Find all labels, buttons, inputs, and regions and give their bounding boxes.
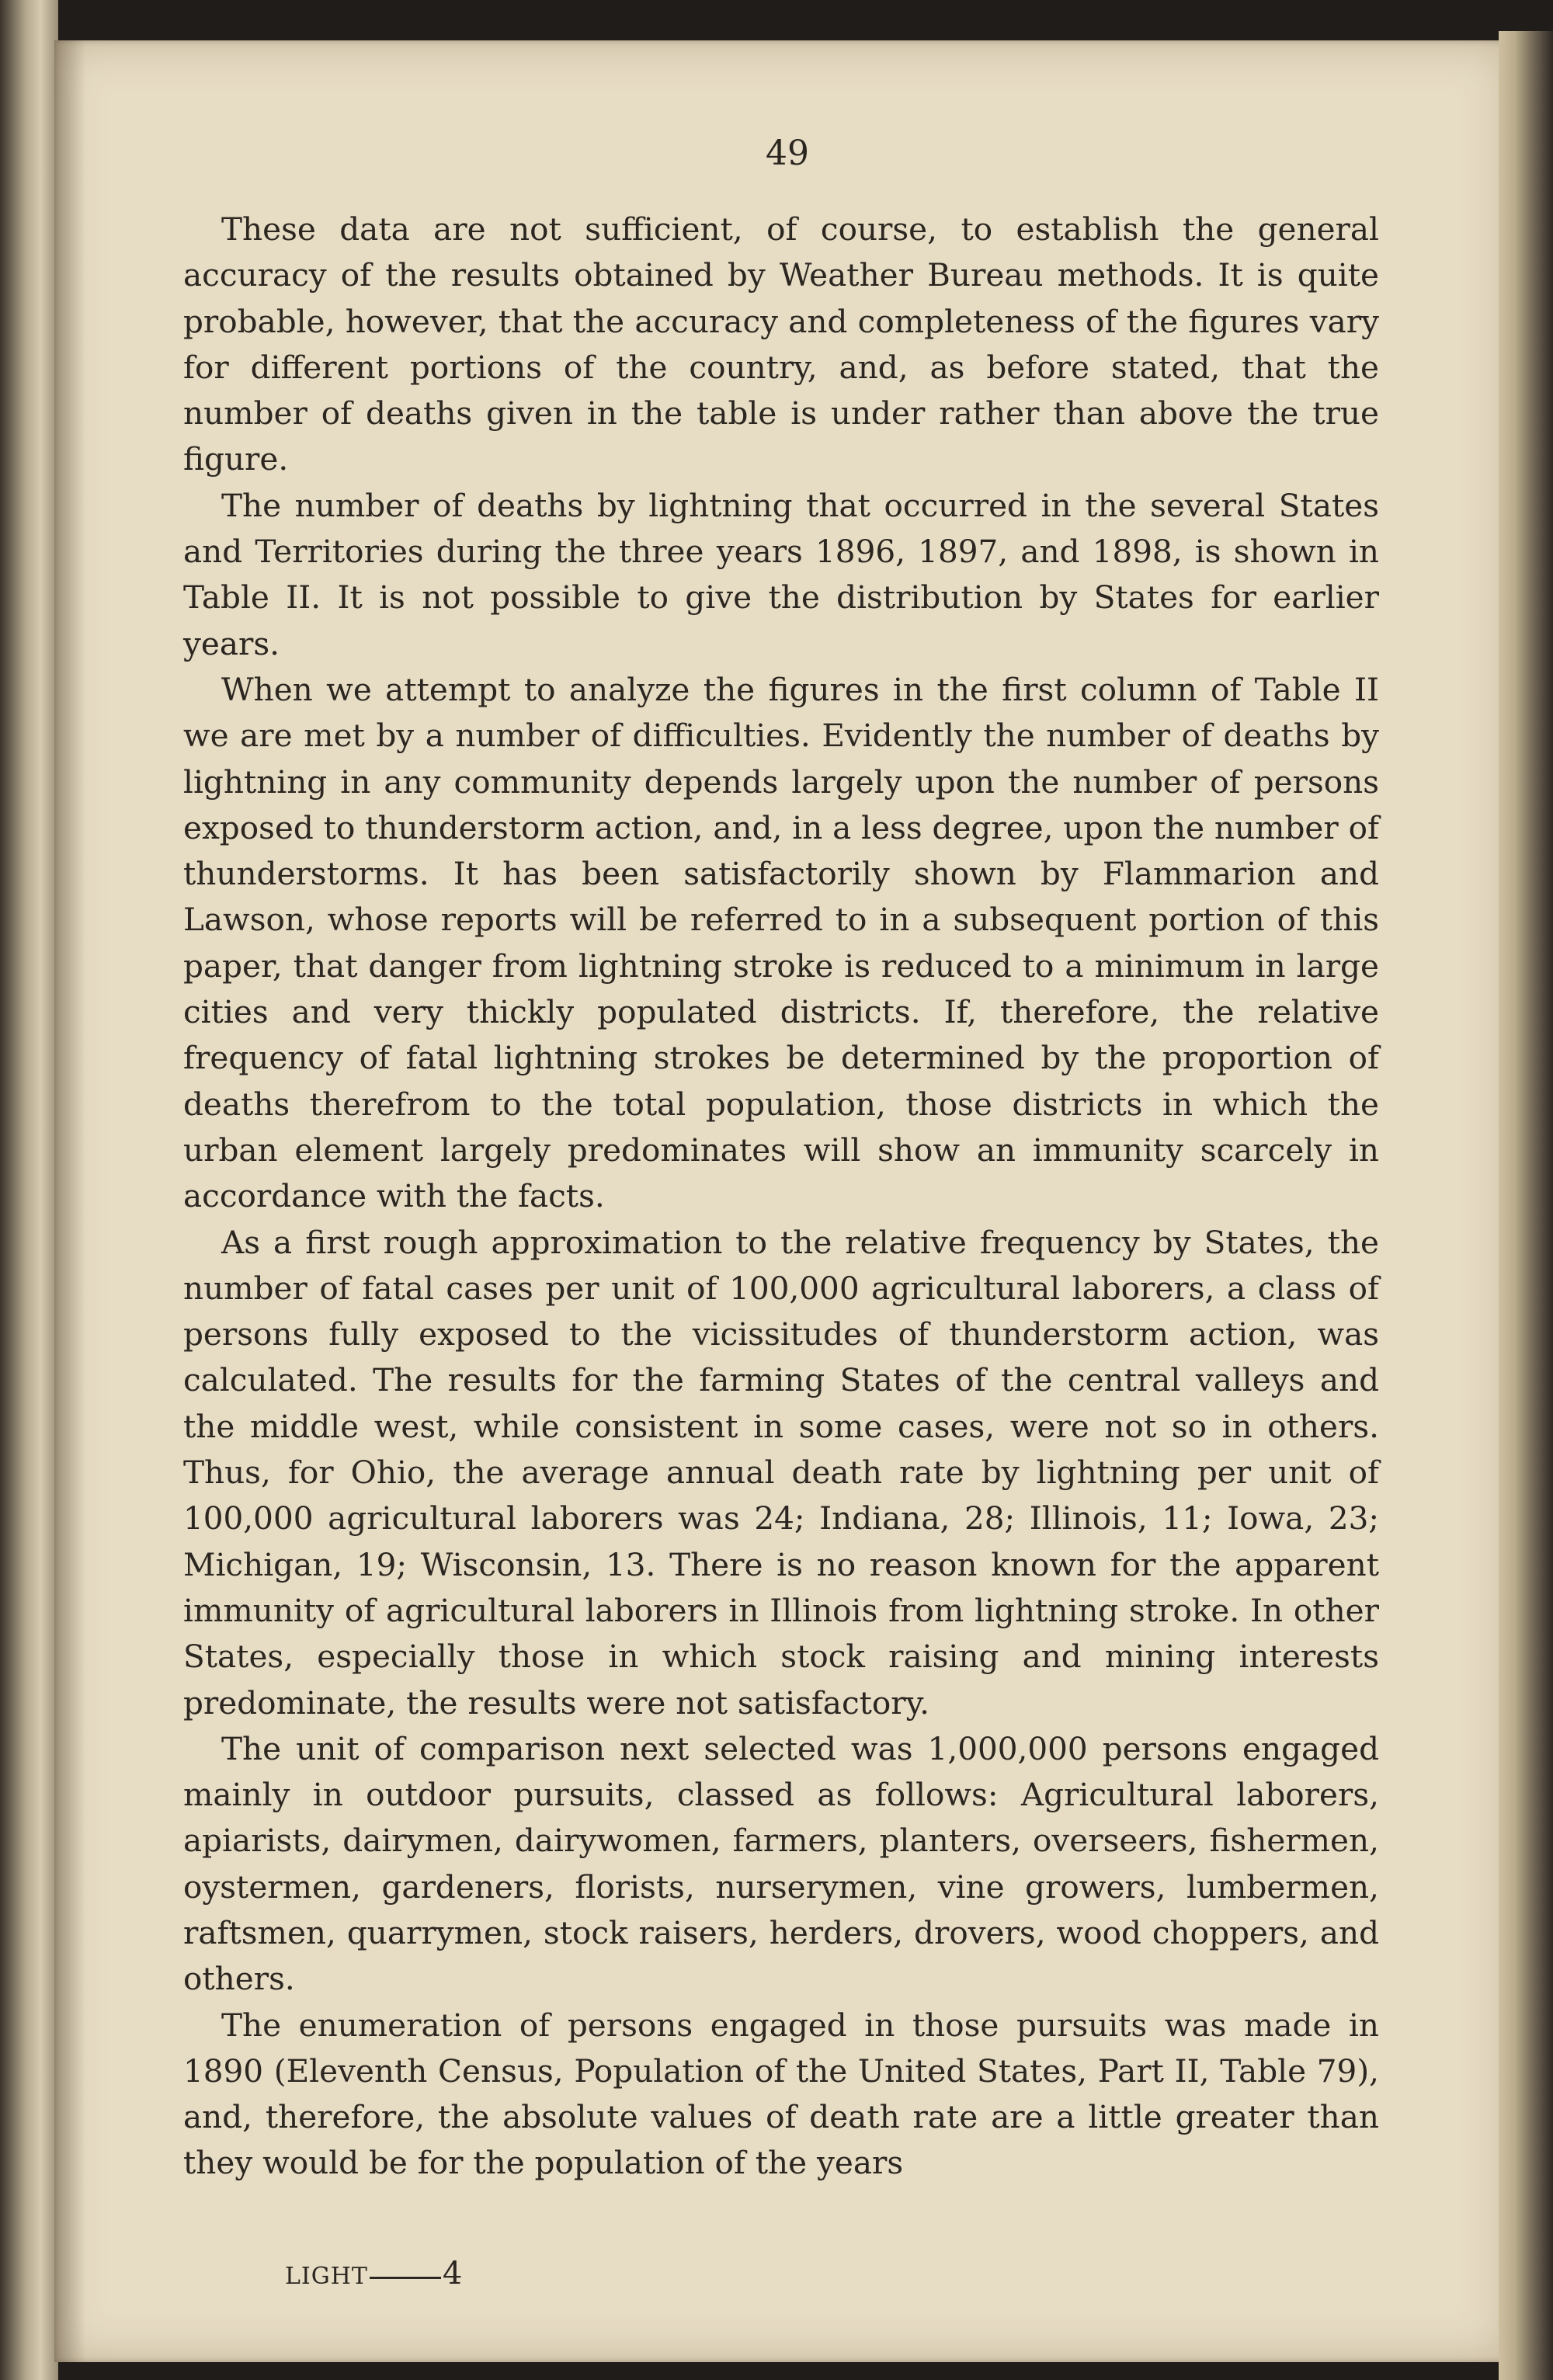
body-text bbox=[183, 207, 1379, 2187]
page-number: 49 bbox=[766, 134, 809, 173]
book-right-edge bbox=[1499, 31, 1553, 2380]
signature-mark bbox=[285, 2256, 463, 2291]
paragraph-1: These data are not sufficient, of course, to establish the general accuracy of the results obtained by Weather Bureau methods. It is quite probable, however, that the accuracy and completeness of the figures vary for different portions of the country, and, as before stated, that the number of deaths given in the table is under rather than above the true figure. bbox=[183, 210, 1379, 478]
paragraph-6: The enumeration of persons engaged in those pursuits was made in 1890 (Eleventh Census, Population of the United States, Part II, Table 79), and, therefore, the absolute values of death rate are a little greater than they would be for the population of the years bbox=[183, 2006, 1379, 2182]
paragraph-5: The unit of comparison next selected was 1,000,000 persons engaged mainly in outdoor pursuits, classed as follows: Agricultural laborers, apiarists, dairymen, dairywomen, farmers, planters, overseers, fishermen, oystermen, gardeners, florists, nurserymen, vine growers, lumbermen, raftsmen, quarrymen, stock raisers, herders, drovers, wood choppers, and others. bbox=[183, 1729, 1379, 1998]
paragraph-4: As a first rough approximation to the relative frequency by States, the number of fatal cases per unit of 100,000 agricultural laborers, a class of persons fully exposed to the vicissitudes of thunderstorm action, was calculated. The results for the farming States of the central valleys and the middle west, while consistent in some cases, were not so in others. Thus, for Ohio, the average annual death rate by lightning per unit of 100,000 agricultural laborers was 24; Indiana, 28; Illinois, 11; Iowa, 23; Michigan, 19; Wisconsin, 13. There is no reason known for the apparent immunity of agricultural laborers in Illinois from lightning stroke. In other States, especially those in which stock raising and mining interests predominate, the results were not satisfactory. bbox=[183, 1223, 1379, 1722]
paragraph-2: The number of deaths by lightning that occurred in the several States and Territories during the three years 1896, 1897, and 1898, is shown in Table II. It is not possible to give the distribution by States for earlier years. bbox=[183, 486, 1379, 662]
signature-dash bbox=[370, 2277, 441, 2279]
signature-label: LIGHT bbox=[285, 2263, 368, 2290]
signature-number: 4 bbox=[442, 2256, 464, 2291]
paragraph-3: When we attempt to analyze the figures in the first column of Table II we are met by a number of difficulties. Evidently the number of deaths by lightning in any community depends largely upon the number of persons exposed to thunderstorm action, and, in a less degree, upon the number of thunderstorms. It has been satisfactorily shown by Flammarion and Lawson, whose reports will be referred to in a subsequent portion of this paper, that danger from lightning stroke is reduced to a minimum in large cities and very thickly populated districts. If, therefore, the relative frequency of fatal lightning strokes be determined by the proportion of deaths therefrom to the total population, those districts in which the urban element largely predominates will show an immunity scarcely in accordance with the facts. bbox=[183, 670, 1380, 1215]
page-gutter-shadow bbox=[54, 40, 85, 2362]
book-left-edge bbox=[0, 0, 58, 2380]
